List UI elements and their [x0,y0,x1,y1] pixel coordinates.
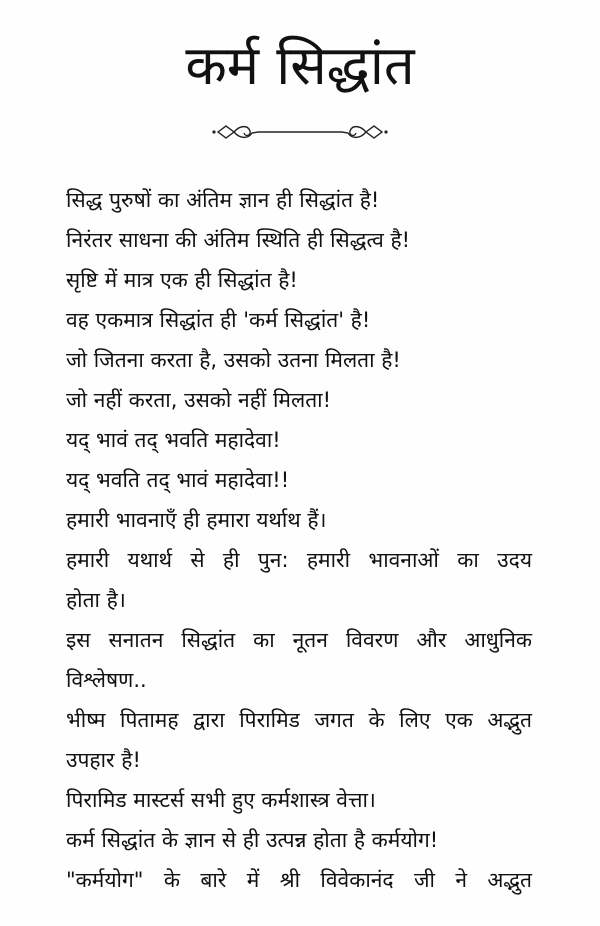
text-line: "कर्मयोग" के बारे में श्री विवेकानंद जी ने अद्भुत [66,868,532,892]
text-line: सिद्ध पुरुषों का अंतिम ज्ञान ही सिद्धांत है! [66,188,380,212]
text-line: जो नहीं करता, उसको नहीं मिलता! [66,388,332,412]
text-line: हमारी भावनाएँ ही हमारा यर्थाथ हैं। [66,508,327,532]
text-line: होता है। [66,588,126,612]
text-line: हमारी यथार्थ से ही पुन: हमारी भावनाओं का उदय [66,548,532,572]
text-line: यद् भवति तद् भावं महादेवा!! [66,468,290,492]
text-line: पिरामिड मास्टर्स सभी हुए कर्मशास्त्र वेत्ता। [66,788,376,812]
text-line: विश्लेषण.. [66,668,147,692]
page-title: कर्म सिद्धांत [185,34,415,97]
text-line: भीष्म पितामह द्वारा पिरामिड जगत के लिए एक अद्भुत [66,708,532,732]
text-line: इस सनातन सिद्धांत का नूतन विवरण और आधुनिक [66,628,532,652]
text-line: सृष्टि में मात्र एक ही सिद्धांत है! [66,268,298,292]
text-line: निरंतर साधना की अंतिम स्थिति ही सिद्धत्व है! [66,228,411,252]
divider-ornament [212,120,388,144]
text-line: यद् भावं तद् भवति महादेवा! [66,428,281,452]
text-line: वह एकमात्र सिद्धांत ही 'कर्म सिद्धांत' है! [66,308,371,332]
text-line: उपहार है! [66,748,141,772]
text-line: जो जितना करता है, उसको उतना मिलता है! [66,348,401,372]
text-line: कर्म सिद्धांत के ज्ञान से ही उत्पन्न होता है कर्मयोग! [66,828,439,852]
body-text [66,180,532,900]
